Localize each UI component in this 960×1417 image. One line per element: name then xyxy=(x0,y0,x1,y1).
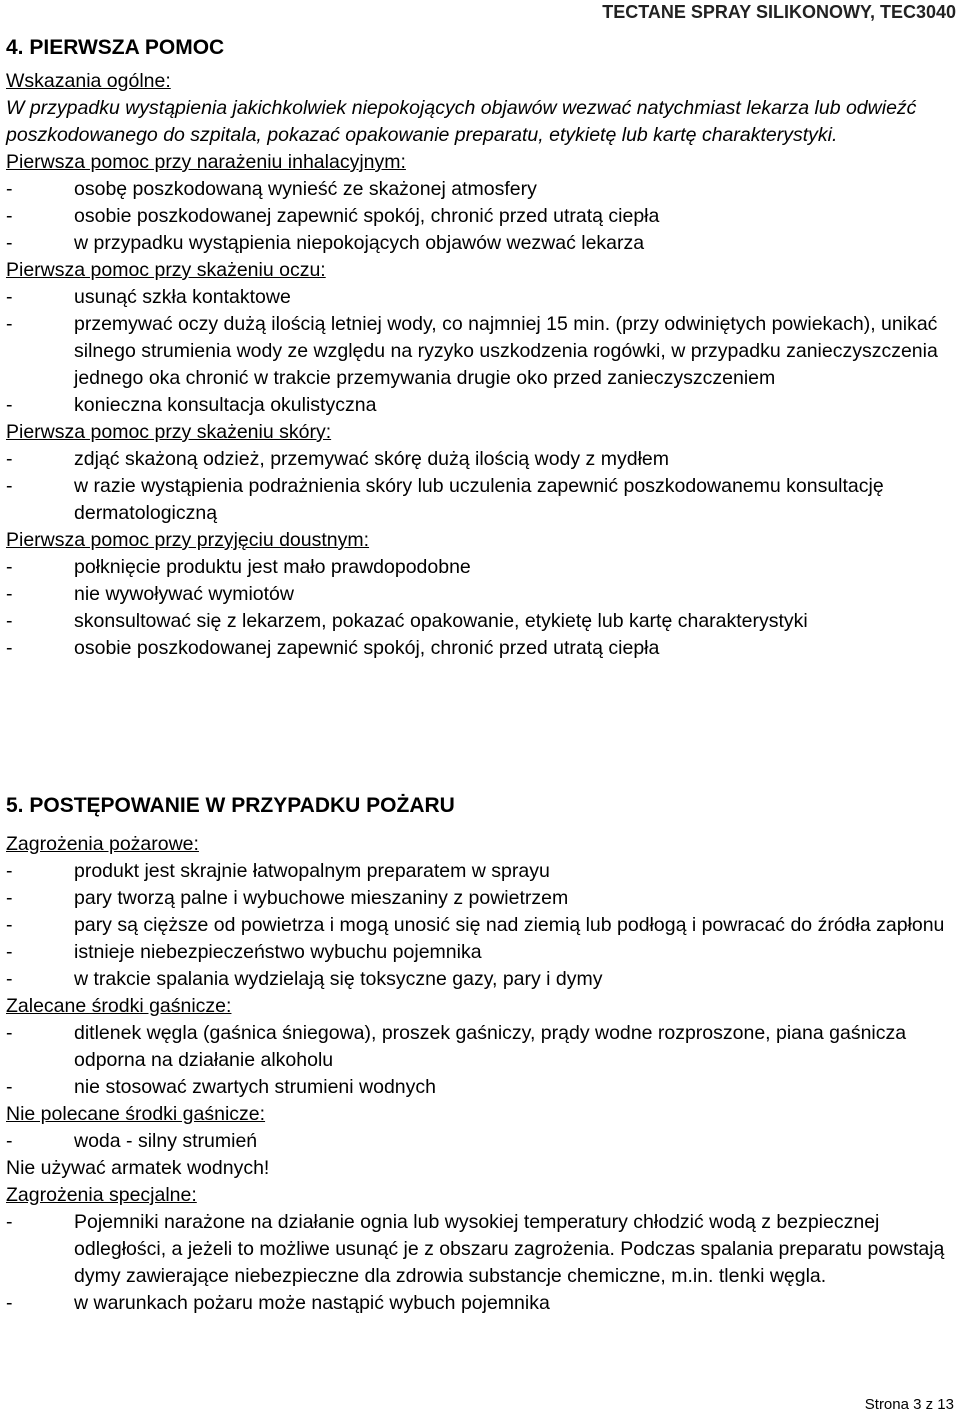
list-item: - skonsultować się z lekarzem, pokazać opakowanie, etykietę lub kartę charakterystyki xyxy=(6,610,808,632)
page-number: Strona 3 z 13 xyxy=(864,1396,954,1413)
ingestion-heading: Pierwsza pomoc przy przyjęciu doustnym: xyxy=(6,529,370,551)
fire-hazards-group xyxy=(6,831,954,993)
not-recommended-agents-heading: Nie polecane środki gaśnicze: xyxy=(6,1103,266,1125)
section-4-title: 4. PIERWSZA POMOC xyxy=(6,36,225,59)
list-item: - konieczna konsultacja okulistyczna xyxy=(6,394,377,416)
recommended-agents-heading: Zalecane środki gaśnicze: xyxy=(6,995,232,1017)
skin-contact-group xyxy=(6,419,954,527)
ingestion-group xyxy=(6,527,954,662)
list-item: - Pojemniki narażone na działanie ognia lub wysokiej temperatury chłodzić wodą z bezpiecznej odległości, a jeżeli to możliwe usunąć je z obszaru zagrożenia. Podczas spalania preparatu powstają dymy zawierające niebezpieczne dla zdrowia substancje chemiczne, m.in. tlenki węgla. xyxy=(6,1211,945,1287)
list-item: - pary tworzą palne i wybuchowe mieszaniny z powietrzem xyxy=(6,887,569,909)
water-cannon-note: Nie używać armatek wodnych! xyxy=(6,1157,270,1179)
list-item: - w warunkach pożaru może nastąpić wybuch pojemnika xyxy=(6,1292,550,1314)
special-hazards-group xyxy=(6,1182,954,1317)
list-item: - w przypadku wystąpienia niepokojących objawów wezwać lekarza xyxy=(6,232,645,254)
list-item: - pary są cięższe od powietrza i mogą unosić się nad ziemią lub podłogą i powracać do źródła zapłonu xyxy=(6,914,945,936)
list-item: - osobę poszkodowaną wynieść ze skażonej atmosfery xyxy=(6,178,537,200)
list-item: - nie wywoływać wymiotów xyxy=(6,583,294,605)
list-item: - zdjąć skażoną odzież, przemywać skórę dużą ilością wody z mydłem xyxy=(6,448,669,470)
list-item: - osobie poszkodowanej zapewnić spokój, chronić przed utratą ciepła xyxy=(6,205,660,227)
eye-contact-heading: Pierwsza pomoc przy skażeniu oczu: xyxy=(6,259,326,281)
not-recommended-agents-group xyxy=(6,1101,954,1182)
inhalation-group xyxy=(6,149,954,257)
general-heading: Wskazania ogólne: xyxy=(6,70,171,92)
list-item: - przemywać oczy dużą ilością letniej wody, co najmniej 15 min. (przy odwiniętych powiekach), unikać silnego strumienia wody ze względu na ryzyko uszkodzenia rogówki, w przypadku zanieczyszczenia jednego oka chronić w trakcie przemywania drugie oko przed zanieczyszczeniem xyxy=(6,313,938,389)
eye-contact-group xyxy=(6,257,954,419)
special-hazards-heading: Zagrożenia specjalne: xyxy=(6,1184,197,1206)
list-item: - produkt jest skrajnie łatwopalnym preparatem w sprayu xyxy=(6,860,550,882)
inhalation-heading: Pierwsza pomoc przy narażeniu inhalacyjnym: xyxy=(6,151,406,173)
list-item: - usunąć szkła kontaktowe xyxy=(6,286,291,308)
section-4-body xyxy=(6,68,954,662)
list-item: - osobie poszkodowanej zapewnić spokój, chronić przed utratą ciepła xyxy=(6,637,660,659)
fire-hazards-heading: Zagrożenia pożarowe: xyxy=(6,833,199,855)
list-item: - połknięcie produktu jest mało prawdopodobne xyxy=(6,556,471,578)
list-item: - nie stosować zwartych strumieni wodnych xyxy=(6,1076,436,1098)
list-item: - woda - silny strumień xyxy=(6,1130,258,1152)
general-text: W przypadku wystąpienia jakichkolwiek niepokojących objawów wezwać natychmiast lekarza lub odwieźć poszkodowanego do szpitala, pokazać opakowanie preparatu, etykietę lub kartę charakterystyki. xyxy=(6,97,917,146)
document-title: TECTANE SPRAY SILIKONOWY, TEC3040 xyxy=(602,2,956,22)
skin-contact-heading: Pierwsza pomoc przy skażeniu skóry: xyxy=(6,421,332,443)
section-5-title: 5. POSTĘPOWANIE W PRZYPADKU POŻARU xyxy=(6,794,455,817)
list-item: - w razie wystąpienia podrażnienia skóry lub uczulenia zapewnić poszkodowanemu konsultację dermatologiczną xyxy=(6,475,884,524)
list-item: - istnieje niebezpieczeństwo wybuchu pojemnika xyxy=(6,941,482,963)
list-item: - w trakcie spalania wydzielają się toksyczne gazy, pary i dymy xyxy=(6,968,603,990)
recommended-agents-group xyxy=(6,993,954,1101)
section-5-body xyxy=(6,831,954,1317)
list-item: - ditlenek węgla (gaśnica śniegowa), proszek gaśniczy, prądy wodne rozproszone, piana gaśnicza odporna na działanie alkoholu xyxy=(6,1022,907,1071)
